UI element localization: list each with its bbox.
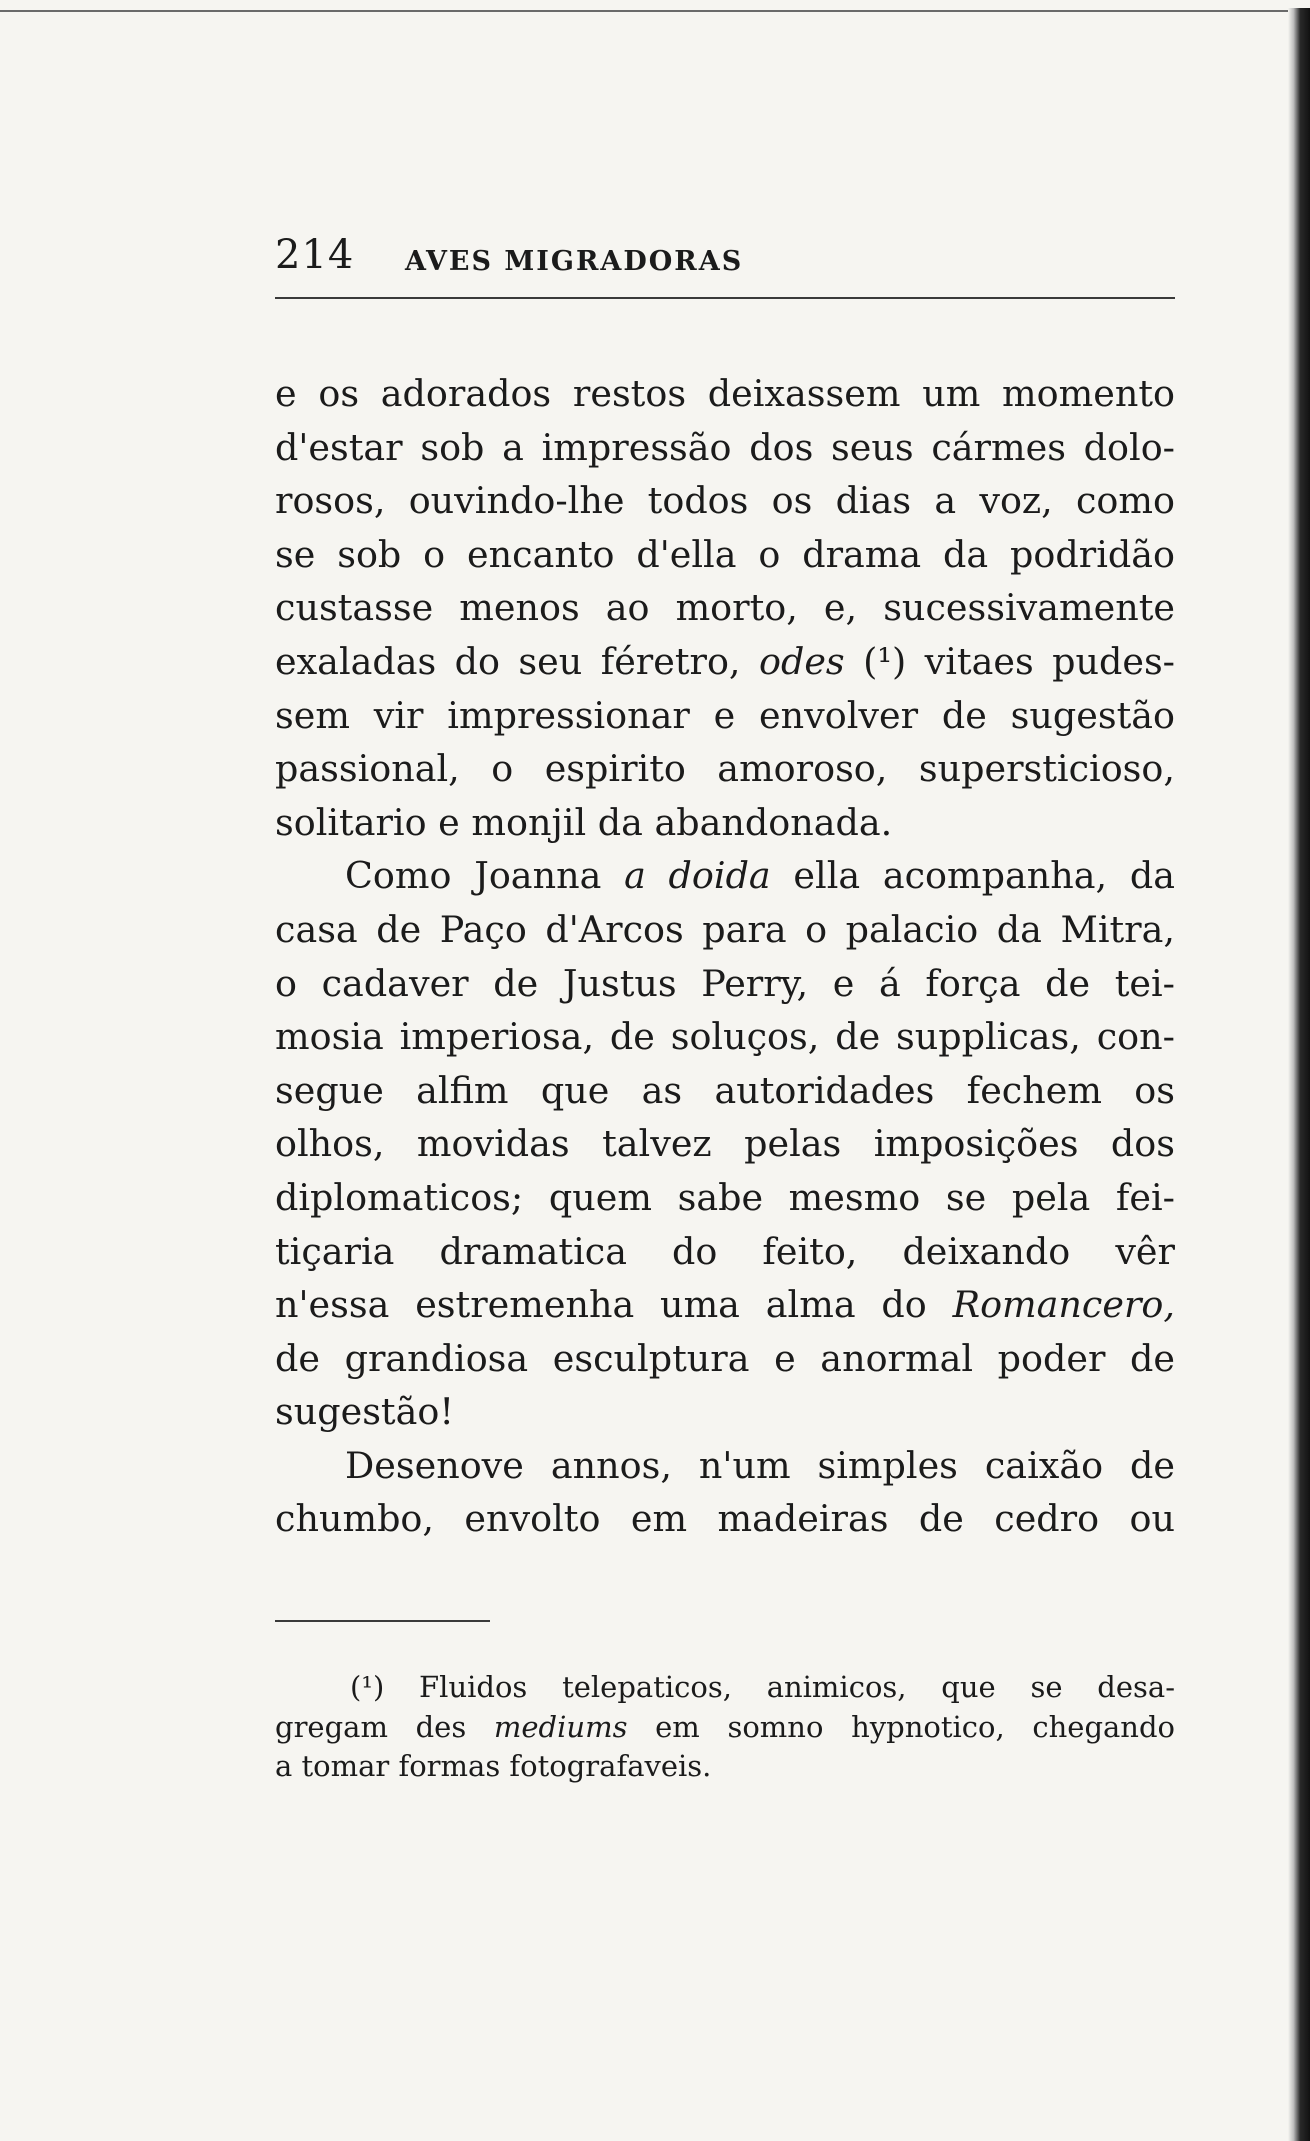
- text-line: segue alfim que as autoridades fechem os: [275, 1068, 1175, 1112]
- footnote-marker: (¹): [350, 1670, 385, 1704]
- italic-term: mediums: [493, 1709, 628, 1744]
- page-number: 214: [275, 232, 355, 278]
- book-spine-shadow: [1288, 8, 1310, 2141]
- text-segment: exaladas do seu féretro,: [275, 639, 741, 683]
- text-line: sugestão!: [275, 1390, 455, 1434]
- text-line: custasse menos ao morto, e, sucessivamente: [275, 586, 1175, 630]
- text-segment: ella acompanha, da: [793, 854, 1175, 898]
- text-segment: Fluidos telepaticos, animicos, que se desa-: [419, 1670, 1175, 1704]
- text-line: solitario e monjil da abandonada.: [275, 800, 893, 844]
- footnote-line: [275, 1708, 1175, 1748]
- footnote-line: a tomar formas fotografaveis.: [275, 1749, 712, 1783]
- text-line: d'estar sob a impressão dos seus cármes dolo-: [275, 425, 1175, 469]
- text-line: de grandiosa esculptura e anormal poder de: [275, 1336, 1175, 1380]
- text-line: [275, 635, 1175, 689]
- top-edge-line: [0, 10, 1290, 12]
- text-line: e os adorados restos deixassem um momento: [275, 372, 1175, 415]
- text-line: [275, 1278, 1175, 1332]
- text-line: se sob o encanto d'ella o drama da podridão: [275, 532, 1175, 576]
- text-line: rosos, ouvindo-lhe todos os dias a voz, como: [275, 479, 1175, 523]
- text-line: casa de Paço d'Arcos para o palacio da Mitra,: [275, 907, 1175, 951]
- footnote-line: [275, 1668, 1175, 1708]
- footnote-rule: [275, 1620, 490, 1622]
- body-text: [275, 367, 1175, 1546]
- italic-term: Romancero,: [952, 1283, 1175, 1327]
- footnote: [275, 1668, 1175, 1787]
- header-rule: [275, 297, 1175, 299]
- italic-term: odes: [758, 639, 845, 683]
- text-segment: gregam des: [275, 1709, 467, 1744]
- text-segment: em somno hypnotico, chegando: [655, 1709, 1175, 1744]
- page-header: [275, 232, 1175, 292]
- text-segment: n'essa estremenha uma alma do: [275, 1283, 927, 1327]
- text-line: olhos, movidas talvez pelas imposições dos: [275, 1122, 1175, 1166]
- text-segment: (¹) vitaes pudes-: [863, 639, 1176, 683]
- text-line: [275, 849, 1175, 903]
- italic-term: a doida: [624, 854, 771, 898]
- text-line: passional, o espirito amoroso, supersticioso,: [275, 747, 1175, 791]
- text-segment: Como Joanna: [345, 854, 602, 898]
- text-line: Desenove annos, n'um simples caixão de: [345, 1443, 1175, 1487]
- text-line: sem vir impressionar e envolver de sugestão: [275, 693, 1175, 737]
- text-line: tiçaria dramatica do feito, deixando vêr: [275, 1229, 1175, 1273]
- text-line: diplomaticos; quem sabe mesmo se pela fei-: [275, 1175, 1175, 1219]
- text-line: chumbo, envolto em madeiras de cedro ou: [275, 1497, 1175, 1541]
- running-title: AVES MIGRADORAS: [405, 246, 744, 277]
- text-line: o cadaver de Justus Perry, e á força de tei-: [275, 961, 1175, 1005]
- text-line: mosia imperiosa, de soluços, de supplicas, con-: [275, 1015, 1175, 1059]
